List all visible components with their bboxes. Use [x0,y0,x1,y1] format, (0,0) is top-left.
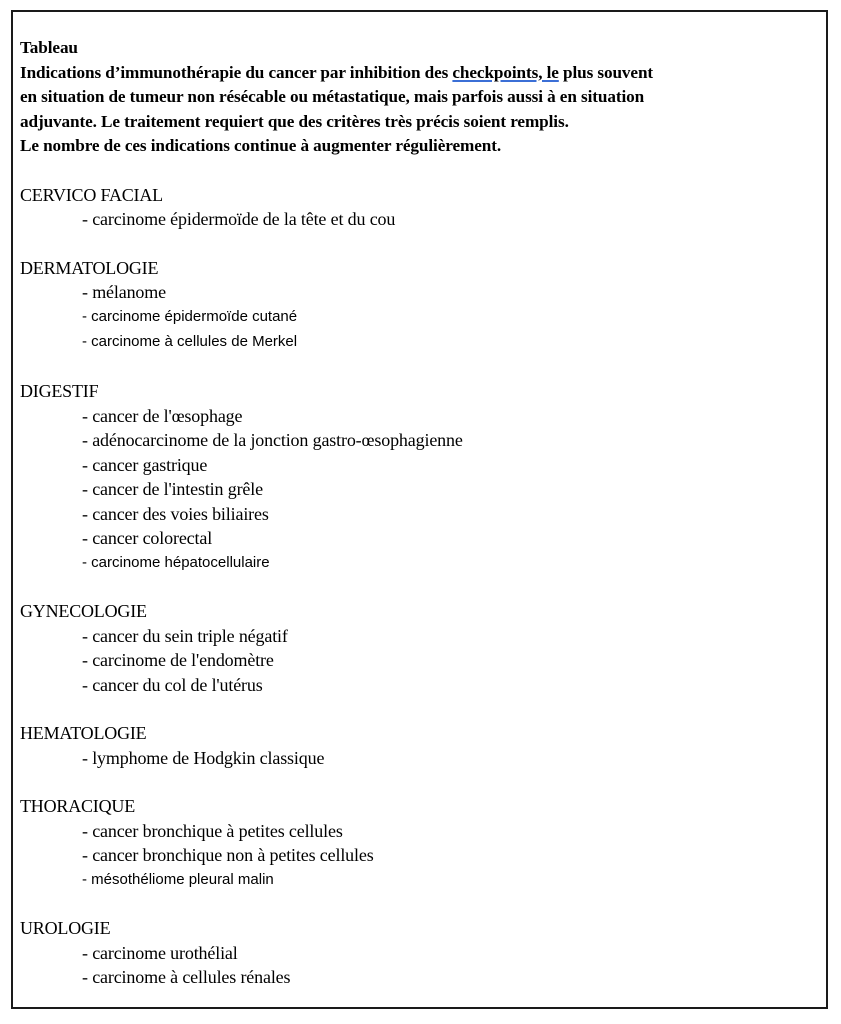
section-title: GYNECOLOGIE [20,601,147,622]
list-item: - mésothéliome pleural malin [82,870,274,888]
list-item: - cancer du sein triple négatif [82,625,288,646]
section-title: DERMATOLOGIE [20,257,159,278]
list-item: - carcinome à cellules de Merkel [82,333,298,351]
section-urologie [20,916,820,990]
document-header [20,36,820,159]
list-item: - carcinome hépatocellulaire [82,553,270,571]
section-title: THORACIQUE [20,796,135,817]
section-hematologie [20,721,820,770]
section-title: CERVICO FACIAL [20,184,163,205]
list-item: - adénocarcinome de la jonction gastro-œsophagienne [82,430,463,451]
list-item: - cancer bronchique non à petites cellules [82,845,374,866]
section-dermatologie [20,256,820,356]
header-line-2: en situation de tumeur non résécable ou métastatique, mais parfois aussi à en situation [20,87,645,107]
header-line-3: adjuvante. Le traitement requiert que des critères très précis soient remplis. [20,111,569,131]
list-item: - mélanome [82,282,166,303]
list-item: - carcinome de l'endomètre [82,650,274,671]
header-line-4: Le nombre de ces indications continue à augmenter régulièrement. [20,136,502,156]
header-title: Tableau [20,38,78,57]
list-item: - carcinome épidermoïde de la tête et du cou [82,209,396,230]
list-item: - carcinome épidermoïde cutané [82,307,298,325]
section-thoracique [20,794,820,892]
header-line-1 [20,61,820,86]
list-item: - carcinome urothélial [82,942,238,963]
header-line-1-start: Indications d’immunothérapie du cancer par inhibition des [20,62,453,82]
section-digestif [20,379,820,575]
section-title: DIGESTIF [20,381,99,402]
document-content [20,36,820,1014]
list-item: - cancer gastrique [82,454,208,475]
spellcheck-underlined-text: checkpoints, le [452,62,559,82]
list-item: - cancer de l'œsophage [82,405,243,426]
section-cervico-facial [20,183,820,232]
list-item: - cancer bronchique à petites cellules [82,820,343,841]
list-item: - carcinome à cellules rénales [82,967,291,988]
list-item: - cancer des voies biliaires [82,503,269,524]
list-item: - cancer colorectal [82,528,213,549]
list-item: - cancer du col de l'utérus [82,674,263,695]
list-item: - cancer de l'intestin grêle [82,479,263,500]
indication-sections [20,183,820,990]
section-title: UROLOGIE [20,918,111,939]
header-line-1-end: plus souvent [558,62,654,82]
list-item: - lymphome de Hodgkin classique [82,747,325,768]
section-title: HEMATOLOGIE [20,723,147,744]
section-gynecologie [20,599,820,697]
